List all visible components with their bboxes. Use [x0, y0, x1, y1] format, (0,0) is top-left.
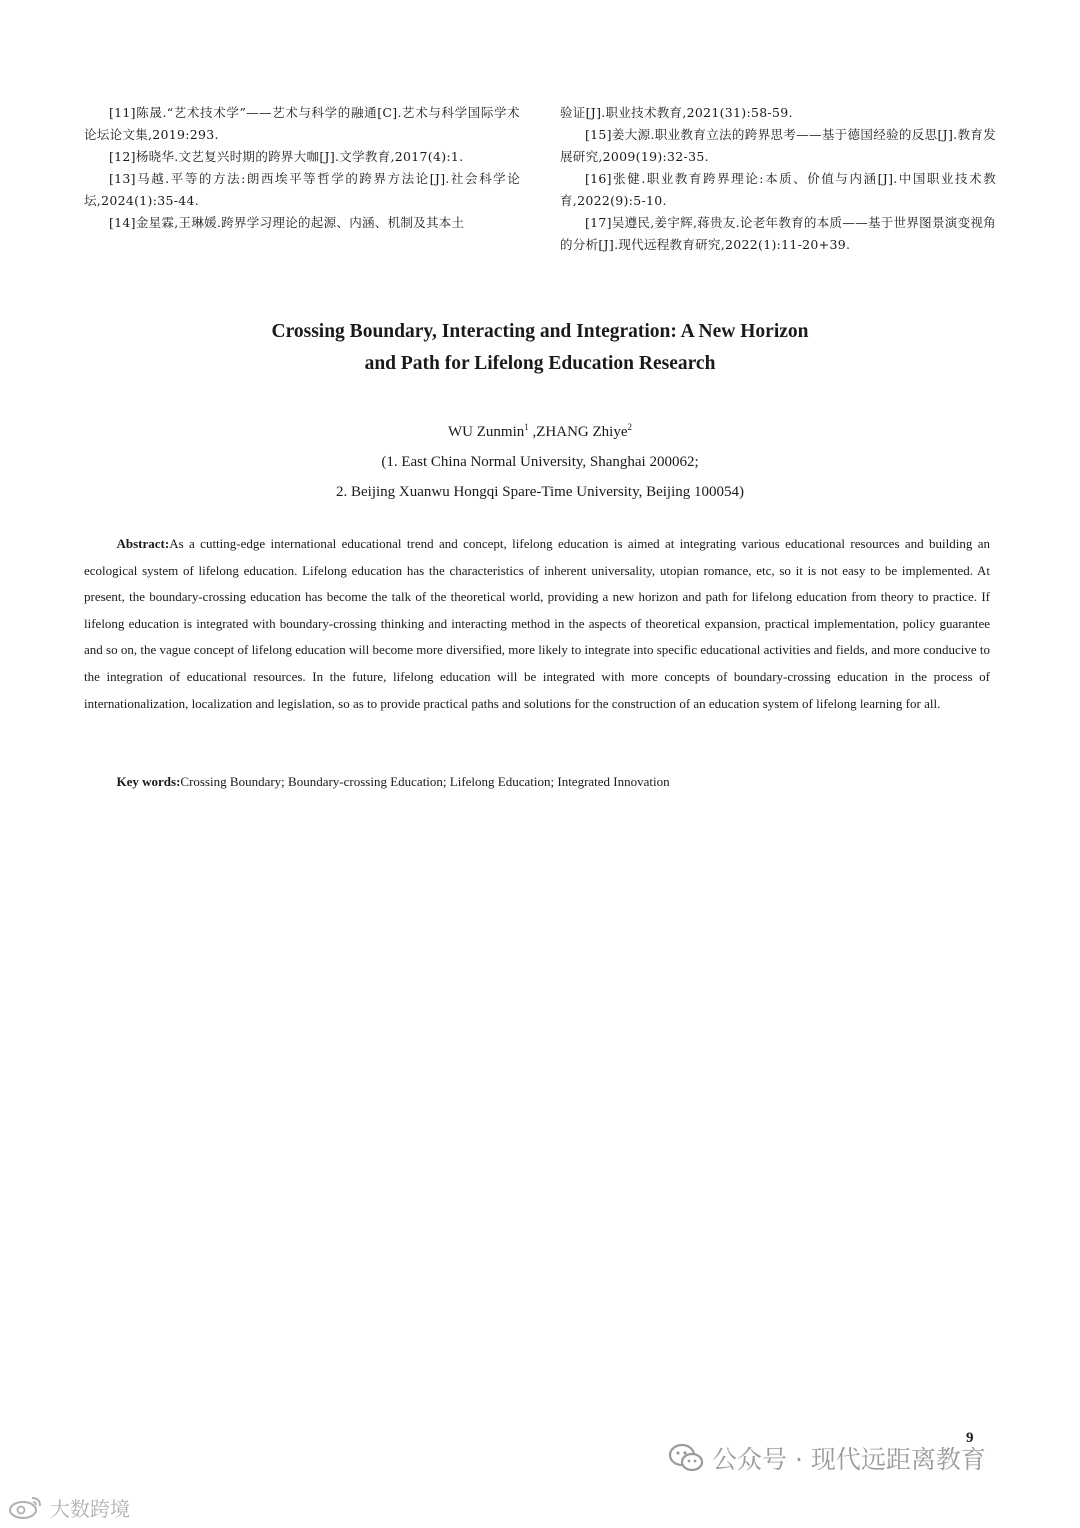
wechat-watermark-text: 公众号 · 现代远距离教育 — [712, 1445, 986, 1474]
reference-16: [16]张健.职业教育跨界理论:本质、价值与内涵[J].中国职业技术教育,2022(9):5-10. — [560, 171, 996, 208]
wechat-icon — [668, 1442, 704, 1474]
reference-17: [17]吴遵民,姜宇辉,蒋贵友.论老年教育的本质——基于世界图景演变视角的分析[J].现代远程教育研究,2022(1):11-20+39. — [560, 215, 996, 252]
author-2: ZHANG Zhiye — [536, 424, 628, 440]
weibo-icon — [8, 1494, 44, 1520]
references-right-column — [560, 102, 996, 256]
reference-11: [11]陈晟.“艺术技术学”——艺术与科学的融通[C].艺术与科学国际学术论坛论文集,2019:293. — [84, 105, 520, 142]
author-2-affiliation-mark: 2 — [627, 422, 632, 432]
abstract-paragraph — [84, 531, 990, 717]
author-1: WU Zunmin — [448, 424, 525, 440]
keywords-text: Crossing Boundary; Boundary-crossing Education; Lifelong Education; Integrated Innovation — [180, 774, 670, 789]
wechat-watermark — [668, 1438, 986, 1478]
author-names — [90, 412, 990, 447]
author-separator: , — [528, 424, 537, 440]
reference-13: [13]马越.平等的方法:朗西埃平等哲学的跨界方法论[J].社会科学论坛,2024(1):35-44. — [84, 171, 520, 208]
references-left-column — [84, 102, 520, 256]
abstract-section — [84, 531, 990, 717]
weibo-watermark-text: 大数跨境 — [50, 1496, 130, 1521]
references-section — [84, 102, 996, 256]
authors-block — [90, 412, 990, 507]
paper-title — [90, 316, 990, 380]
keywords-label: Key words: — [116, 774, 181, 789]
affiliation-2: 2. Beijing Xuanwu Hongqi Spare-Time University, Beijing 100054) — [335, 484, 745, 500]
abstract-text: As a cutting-edge international educational trend and concept, lifelong education is aimed at integrating various educational resources and building an ecological system of lifelong education. Lifelong education has the characteristics of inherent universality, utopian romance, etc, so it is not easy to be implemented. At present, the boundary-crossing education has become the talk of the theoretical world, providing a new horizon and path for lifelong education from theory to practice. If lifelong education is integrated with boundary-crossing thinking and interacting method in the aspects of theoretical expansion, practical implementation, policy guarantee and so on, the vague concept of lifelong education will become more diversified, more likely to integrate into specific educational activities and fields, and more conducive to the integration of educational resources. In the future, lifelong education will be integrated with more concepts of boundary-crossing education in the process of internationalization, localization and legislation, so as to provide practical paths and solutions for the construction of an education system of lifelong learning for all. — [84, 536, 990, 711]
page-number: 9 — [966, 1430, 974, 1446]
reference-14: [14]金星霖,王琳媛.跨界学习理论的起源、内涵、机制及其本土 — [109, 215, 465, 230]
keywords-section — [84, 769, 990, 795]
reference-12: [12]杨晓华.文艺复兴时期的跨界大咖[J].文学教育,2017(4):1. — [109, 149, 464, 164]
title-line-2: and Path for Lifelong Education Research — [364, 353, 716, 374]
title-line-1: Crossing Boundary, Interacting and Integration: A New Horizon — [271, 321, 809, 342]
author-1-affiliation-mark: 1 — [524, 422, 529, 432]
affiliation-1: (1. East China Normal University, Shanghai 200062; — [381, 454, 699, 470]
reference-15: [15]姜大源.职业教育立法的跨界思考——基于德国经验的反思[J].教育发展研究,2009(19):32-35. — [560, 127, 996, 164]
abstract-label: Abstract: — [116, 536, 170, 551]
reference-14-continuation: 验证[J].职业技术教育,2021(31):58-59. — [560, 105, 793, 120]
weibo-watermark — [8, 1492, 130, 1522]
